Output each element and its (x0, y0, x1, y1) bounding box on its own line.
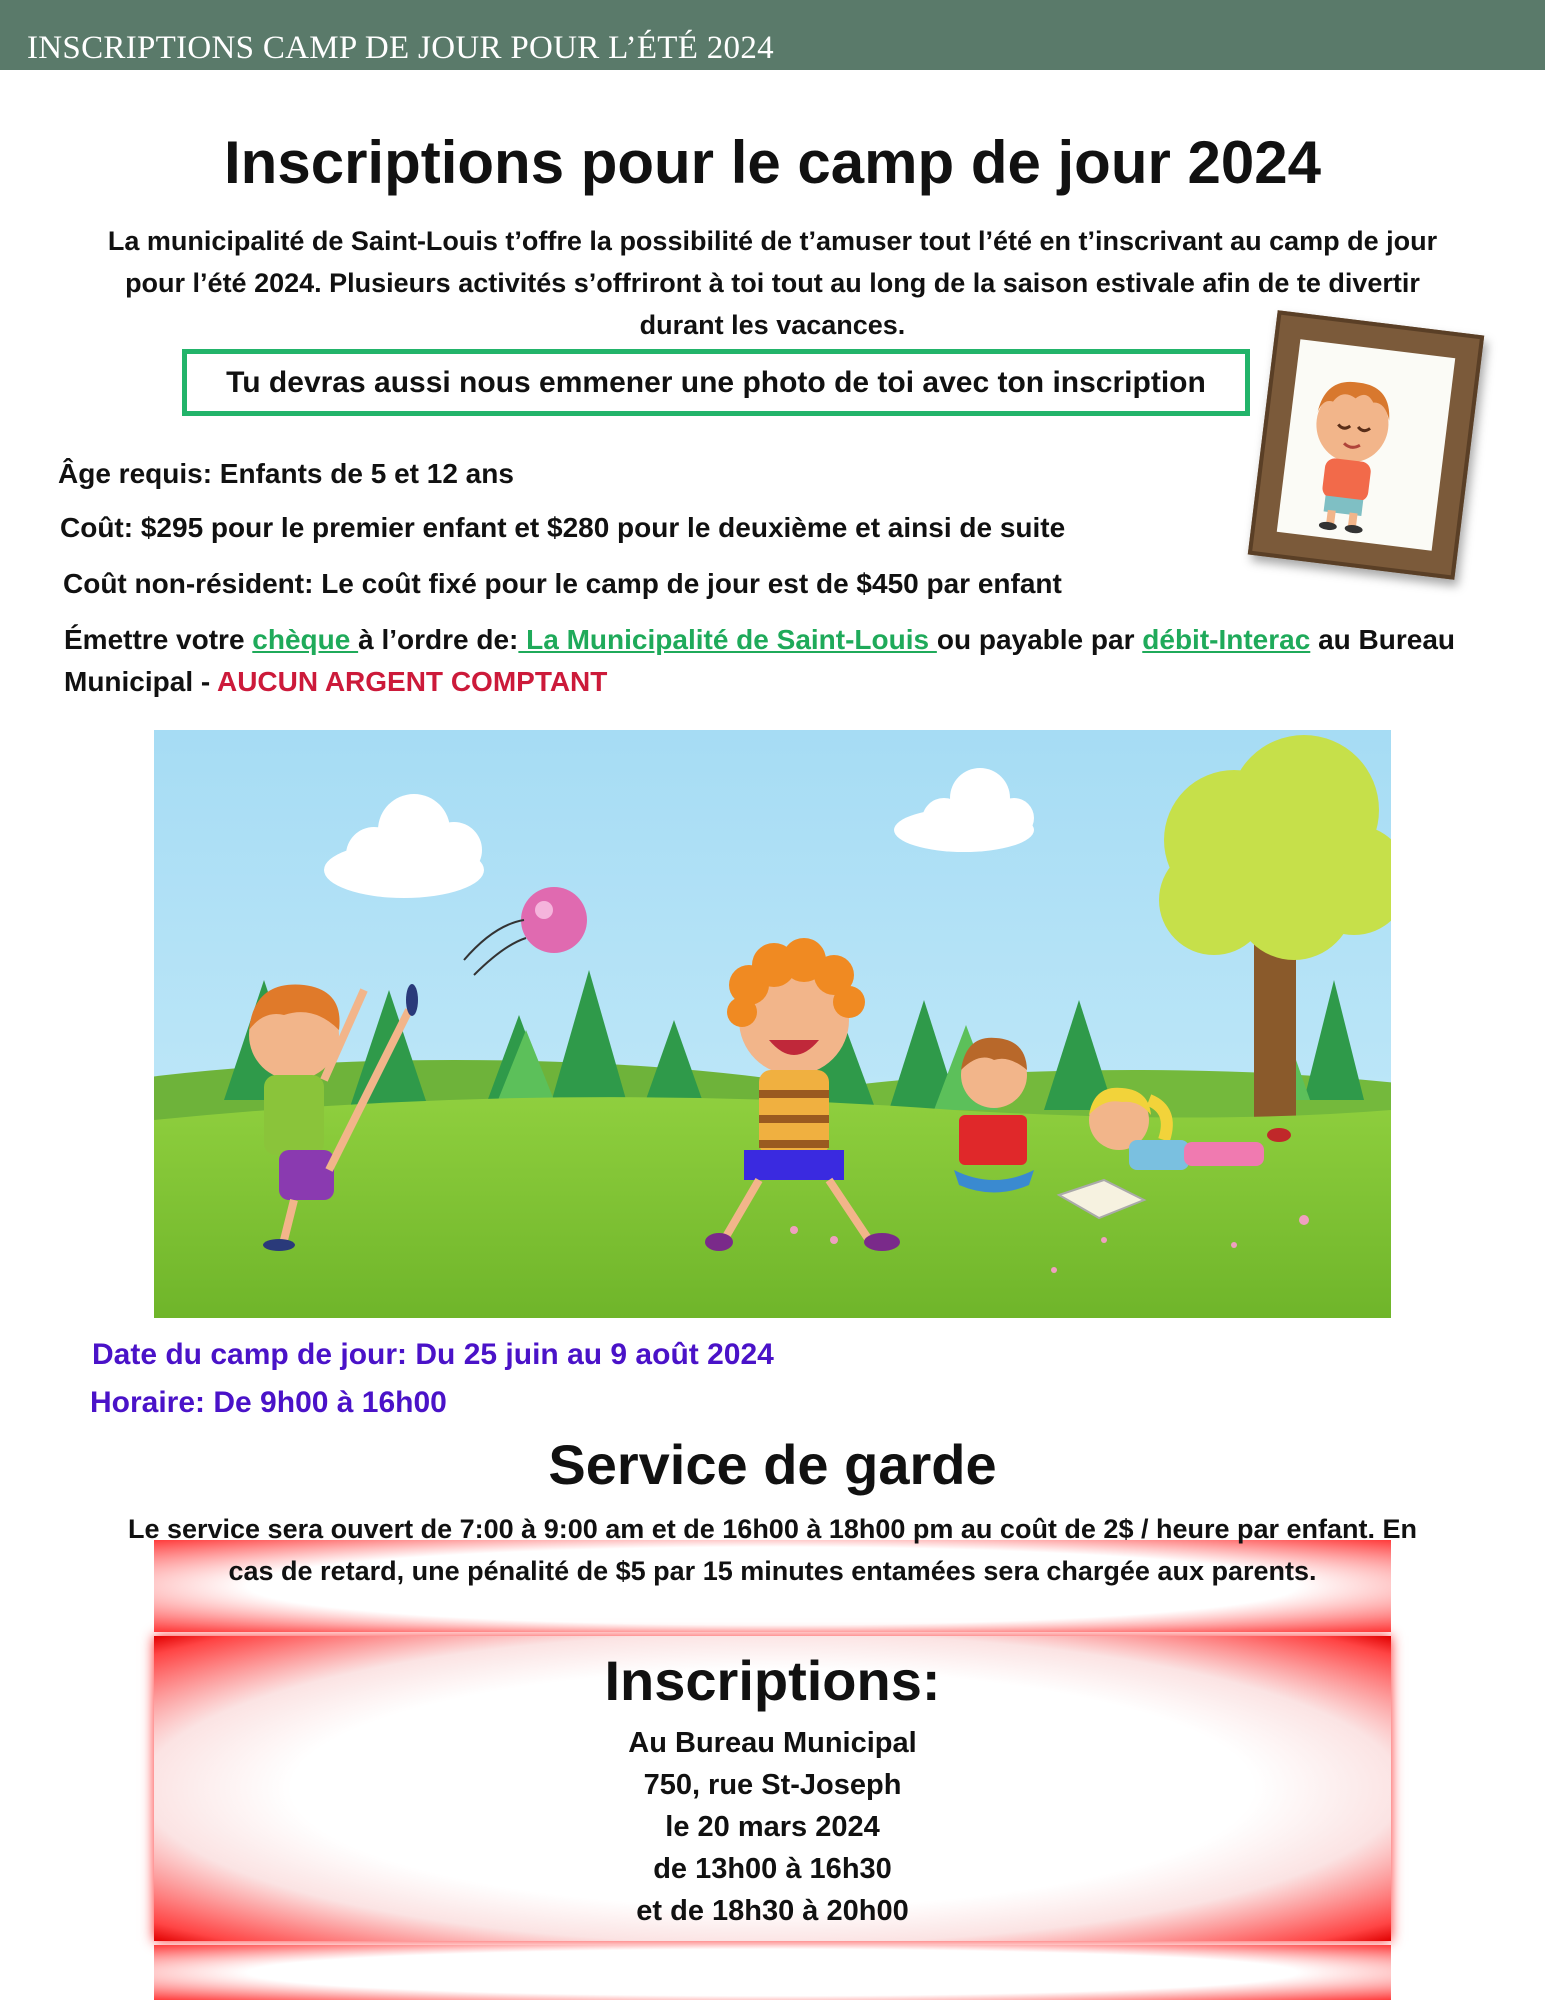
intro-line: La municipalité de Saint-Louis t’offre la possibilité de t’amuser tout l’été en t’inscrivant au camp de jour (107, 226, 1438, 256)
daycare-title: Service de garde (548, 1433, 997, 1496)
intro-line: durant les vacances. (639, 310, 906, 340)
payment-or: ou payable par (936, 624, 1143, 655)
payment-municipal: Municipal - (64, 666, 217, 697)
cost-info: Coût: $295 pour le premier enfant et $280 pour le deuxième et ainsi de suite (60, 512, 1066, 543)
registration-title: Inscriptions: (604, 1649, 941, 1712)
cheque-link[interactable]: chèque (252, 624, 359, 655)
payment-bureau: au Bureau (1310, 624, 1455, 655)
child-portrait-icon (1278, 339, 1448, 542)
frame-picture (1277, 339, 1455, 551)
top-banner (0, 0, 1545, 70)
page-title: Inscriptions pour le camp de jour 2024 (224, 129, 1321, 196)
registration-line: et de 18h30 à 20h00 (636, 1895, 909, 1927)
non-resident-cost: Coût non-résident: Le coût fixé pour le camp de jour est de $450 par enfant (63, 568, 1062, 599)
age-requirement: Âge requis: Enfants de 5 et 12 ans (58, 458, 514, 489)
daycare-line: Le service sera ouvert de 7:00 à 9:00 am et de 16h00 à 18h00 pm au coût de 2$ / heure par enfant. En (127, 1514, 1418, 1544)
park-scene-icon (154, 730, 1391, 1318)
intro-line: pour l’été 2024. Plusieurs activités s’offriront à toi tout au long de la saison estivale afin de te divertir (125, 268, 1420, 298)
photo-frame-illustration (1248, 310, 1484, 580)
glow-band-bottom (154, 1945, 1391, 2000)
registration-line: 750, rue St-Joseph (643, 1769, 902, 1801)
camp-schedule: Horaire: De 9h00 à 16h00 (90, 1386, 447, 1419)
photo-notice-box: Tu devras aussi nous emmener une photo de toi avec ton inscription (182, 349, 1250, 416)
camp-dates: Date du camp de jour: Du 25 juin au 9 août 2024 (92, 1338, 774, 1371)
daycare-line: cas de retard, une pénalité de $5 par 15 minutes entamées sera chargée aux parents. (228, 1556, 1317, 1586)
payment-line-2 (64, 666, 607, 698)
banner-title: INSCRIPTIONS CAMP DE JOUR POUR L’ÉTÉ 2024 (27, 30, 774, 66)
payment-prefix: Émettre votre (64, 624, 253, 655)
debit-interac-link[interactable]: débit-Interac (1142, 624, 1311, 655)
registration-line: Au Bureau Municipal (628, 1727, 917, 1759)
registration-details (0, 1722, 1545, 1932)
registration-line: de 13h00 à 16h30 (653, 1853, 892, 1885)
municipality-link[interactable]: La Municipalité de Saint-Louis (518, 624, 937, 655)
daycare-text (60, 1508, 1485, 1592)
payment-line-1 (64, 624, 1455, 656)
payment-to-order: à l’ordre de: (358, 624, 519, 655)
intro-paragraph (60, 220, 1485, 346)
no-cash-warning: AUCUN ARGENT COMPTANT (216, 666, 608, 697)
kids-playing-illustration (154, 730, 1391, 1318)
registration-line: le 20 mars 2024 (665, 1811, 880, 1843)
